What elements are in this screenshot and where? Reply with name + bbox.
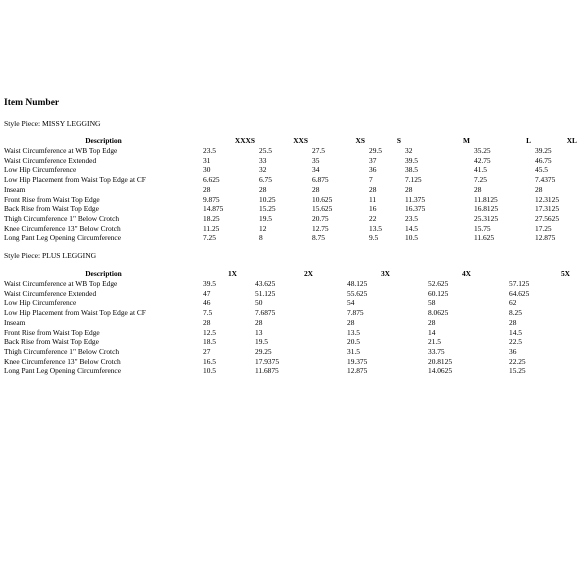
measurement-value: 18.5 <box>203 337 216 347</box>
measurement-value: 7.4375 <box>535 175 556 185</box>
table-row <box>4 185 579 195</box>
measurement-value: 15.625 <box>312 204 333 214</box>
measurement-description: Thigh Circumference 1" Below Crotch <box>4 346 120 356</box>
measurement-value: 17.3125 <box>535 204 560 214</box>
table-row <box>4 366 572 376</box>
measurement-value: 15.75 <box>474 223 491 233</box>
measurement-value: 57.125 <box>509 279 530 288</box>
table-row <box>4 328 572 338</box>
measurement-value: 19.375 <box>347 356 368 366</box>
measurement-value: 38.5 <box>405 165 418 175</box>
measurement-value: 28 <box>509 317 517 327</box>
measurement-value: 22 <box>369 213 377 223</box>
measurement-value: 7.25 <box>203 233 216 243</box>
plus-size-header: 3X <box>380 269 390 278</box>
measurement-value: 11.625 <box>474 233 495 243</box>
measurement-value: 9.5 <box>369 233 379 243</box>
measurement-value: 10.5 <box>203 366 216 376</box>
measurement-value: 31 <box>203 155 211 165</box>
measurement-value: 12.875 <box>535 233 556 243</box>
measurement-value: 13 <box>255 327 263 337</box>
measurement-value: 28 <box>405 184 413 194</box>
table-row <box>4 233 579 243</box>
missy-size-header: XXS <box>293 136 308 145</box>
measurement-value: 14.5 <box>509 327 522 337</box>
measurement-value: 20.8125 <box>428 356 453 366</box>
missy-size-header: M <box>463 136 470 145</box>
measurement-description: Inseam <box>4 317 26 327</box>
measurement-value: 27.5 <box>312 146 325 155</box>
measurement-value: 11.6875 <box>255 366 279 376</box>
measurement-value: 12.75 <box>312 223 329 233</box>
plus-size-header: 2X <box>303 269 313 278</box>
measurement-value: 28 <box>369 184 377 194</box>
measurement-value: 28 <box>347 317 355 327</box>
measurement-description: Inseam <box>4 184 26 194</box>
missy-size-header: XL <box>566 136 577 145</box>
measurement-value: 36 <box>509 346 517 356</box>
measurement-value: 12 <box>259 223 267 233</box>
measurement-value: 19.5 <box>255 337 268 347</box>
measurement-value: 33 <box>259 155 267 165</box>
missy-size-header: XS <box>355 136 365 145</box>
table-row <box>4 156 579 166</box>
measurement-description: Waist Circumference Extended <box>4 288 97 298</box>
measurement-value: 29.25 <box>255 346 272 356</box>
measurement-value: 11.25 <box>203 223 220 233</box>
measurement-value: 16.375 <box>405 204 426 214</box>
measurement-description: Back Rise from Waist Top Edge <box>4 204 99 214</box>
missy-size-header: S <box>396 136 401 145</box>
measurement-value: 28 <box>203 317 211 327</box>
measurement-description: Long Pant Leg Opening Circumference <box>4 366 121 376</box>
measurement-value: 11 <box>369 194 377 204</box>
measurement-value: 28 <box>312 184 320 194</box>
table-row <box>4 279 572 289</box>
measurement-value: 14 <box>428 327 436 337</box>
measurement-value: 52.625 <box>428 279 449 288</box>
missy-size-header: L <box>526 136 531 145</box>
plus-size-table <box>4 269 572 376</box>
plus-size-header: 5X <box>560 269 570 278</box>
table-row <box>4 214 579 224</box>
measurement-value: 19.5 <box>259 213 272 223</box>
measurement-value: 11.375 <box>405 194 426 204</box>
table-row <box>4 146 579 156</box>
table-row <box>4 357 572 367</box>
plus-header-row <box>4 269 572 279</box>
measurement-value: 7.875 <box>347 308 364 318</box>
measurement-value: 42.75 <box>474 155 491 165</box>
measurement-value: 6.75 <box>259 175 272 185</box>
measurement-value: 10.5 <box>405 233 418 243</box>
missy-style-label: Style Piece: MISSY LEGGING <box>4 119 101 128</box>
table-row <box>4 308 572 318</box>
measurement-description: Waist Circumference at WB Top Edge <box>4 279 118 288</box>
measurement-value: 18.25 <box>203 213 220 223</box>
measurement-description: Low Hip Placement from Waist Top Edge at CF <box>4 308 146 318</box>
measurement-value: 16.8125 <box>474 204 499 214</box>
measurement-value: 29.5 <box>369 146 382 155</box>
measurement-value: 39.5 <box>405 155 418 165</box>
table-row <box>4 165 579 175</box>
measurement-value: 7.25 <box>474 175 487 185</box>
missy-header-row <box>4 136 579 146</box>
measurement-value: 12.3125 <box>535 194 560 204</box>
measurement-value: 14.5 <box>405 223 418 233</box>
measurement-value: 25.5 <box>259 146 272 155</box>
item-number-heading: Item Number <box>4 98 60 108</box>
measurement-value: 15.25 <box>509 366 526 376</box>
measurement-value: 60.125 <box>428 288 449 298</box>
measurement-value: 27.5625 <box>535 213 560 223</box>
measurement-value: 28 <box>203 184 211 194</box>
measurement-value: 25.3125 <box>474 213 499 223</box>
measurement-value: 13.5 <box>369 223 382 233</box>
plus-style-label: Style Piece: PLUS LEGGING <box>4 251 97 260</box>
measurement-description: Waist Circumference at WB Top Edge <box>4 146 118 155</box>
measurement-description: Long Pant Leg Opening Circumference <box>4 233 121 243</box>
measurement-value: 30 <box>203 165 211 175</box>
measurement-value: 7 <box>369 175 373 185</box>
missy-description-header: Description <box>85 136 122 145</box>
plus-description-header: Description <box>85 269 122 278</box>
measurement-value: 7.125 <box>405 175 422 185</box>
measurement-value: 23.5 <box>405 213 418 223</box>
table-row <box>4 298 572 308</box>
missy-size-table <box>4 136 579 243</box>
measurement-value: 20.75 <box>312 213 329 223</box>
measurement-description: Waist Circumference Extended <box>4 155 97 165</box>
measurement-value: 51.125 <box>255 288 276 298</box>
table-row <box>4 195 579 205</box>
measurement-value: 28 <box>474 184 482 194</box>
measurement-value: 12.5 <box>203 327 216 337</box>
measurement-value: 17.9375 <box>255 356 280 366</box>
missy-size-header: XXXS <box>234 136 255 145</box>
measurement-value: 34 <box>312 165 320 175</box>
measurement-description: Front Rise from Waist Top Edge <box>4 327 100 337</box>
measurement-value: 54 <box>347 298 355 308</box>
measurement-value: 17.25 <box>535 223 552 233</box>
measurement-value: 62 <box>509 298 517 308</box>
measurement-value: 13.5 <box>347 327 360 337</box>
table-row <box>4 175 579 185</box>
measurement-value: 23.5 <box>203 146 216 155</box>
measurement-value: 6.875 <box>312 175 329 185</box>
measurement-description: Low Hip Circumference <box>4 298 77 308</box>
measurement-value: 36 <box>369 165 377 175</box>
measurement-value: 8 <box>259 233 263 243</box>
measurement-value: 8.25 <box>509 308 522 318</box>
measurement-value: 6.625 <box>203 175 220 185</box>
measurement-value: 10.625 <box>312 194 333 204</box>
measurement-value: 7.5 <box>203 308 213 318</box>
measurement-value: 39.5 <box>203 279 216 288</box>
measurement-value: 22.25 <box>509 356 526 366</box>
measurement-value: 45.5 <box>535 165 548 175</box>
measurement-value: 64.625 <box>509 288 530 298</box>
measurement-value: 16.5 <box>203 356 216 366</box>
measurement-value: 8.75 <box>312 233 325 243</box>
measurement-value: 16 <box>369 204 377 214</box>
measurement-value: 22.5 <box>509 337 522 347</box>
measurement-value: 9.875 <box>203 194 220 204</box>
measurement-value: 11.8125 <box>474 194 498 204</box>
table-row <box>4 224 579 234</box>
measurement-value: 10.25 <box>259 194 276 204</box>
measurement-value: 27 <box>203 346 211 356</box>
measurement-description: Front Rise from Waist Top Edge <box>4 194 100 204</box>
measurement-value: 32 <box>259 165 267 175</box>
measurement-value: 28 <box>428 317 436 327</box>
measurement-value: 50 <box>255 298 263 308</box>
measurement-value: 14.875 <box>203 204 224 214</box>
measurement-value: 46 <box>203 298 211 308</box>
plus-size-header: 4X <box>461 269 471 278</box>
measurement-description: Low Hip Circumference <box>4 165 77 175</box>
measurement-description: Low Hip Placement from Waist Top Edge at CF <box>4 175 146 185</box>
plus-size-header: 1X <box>227 269 237 278</box>
measurement-value: 35.25 <box>474 146 491 155</box>
measurement-description: Back Rise from Waist Top Edge <box>4 337 99 347</box>
measurement-value: 35 <box>312 155 320 165</box>
measurement-description: Knee Circumference 13" Below Crotch <box>4 223 121 233</box>
measurement-value: 8.0625 <box>428 308 449 318</box>
measurement-value: 21.5 <box>428 337 441 347</box>
measurement-value: 28 <box>259 184 267 194</box>
measurement-value: 14.0625 <box>428 366 453 376</box>
table-row <box>4 204 579 214</box>
measurement-value: 43.625 <box>255 279 276 288</box>
table-row <box>4 347 572 357</box>
measurement-value: 28 <box>255 317 263 327</box>
measurement-value: 39.25 <box>535 146 552 155</box>
measurement-value: 47 <box>203 288 211 298</box>
measurement-value: 58 <box>428 298 436 308</box>
table-row <box>4 337 572 347</box>
table-row <box>4 318 572 328</box>
table-row <box>4 289 572 299</box>
measurement-description: Knee Circumference 13" Below Crotch <box>4 356 121 366</box>
measurement-value: 41.5 <box>474 165 487 175</box>
measurement-value: 32 <box>405 146 413 155</box>
measurement-description: Thigh Circumference 1" Below Crotch <box>4 213 120 223</box>
measurement-value: 20.5 <box>347 337 360 347</box>
measurement-value: 33.75 <box>428 346 445 356</box>
measurement-value: 12.875 <box>347 366 368 376</box>
measurement-value: 55.625 <box>347 288 368 298</box>
measurement-value: 28 <box>535 184 543 194</box>
measurement-value: 37 <box>369 155 377 165</box>
measurement-value: 15.25 <box>259 204 276 214</box>
measurement-value: 31.5 <box>347 346 360 356</box>
measurement-value: 46.75 <box>535 155 552 165</box>
measurement-value: 48.125 <box>347 279 368 288</box>
measurement-value: 7.6875 <box>255 308 276 318</box>
